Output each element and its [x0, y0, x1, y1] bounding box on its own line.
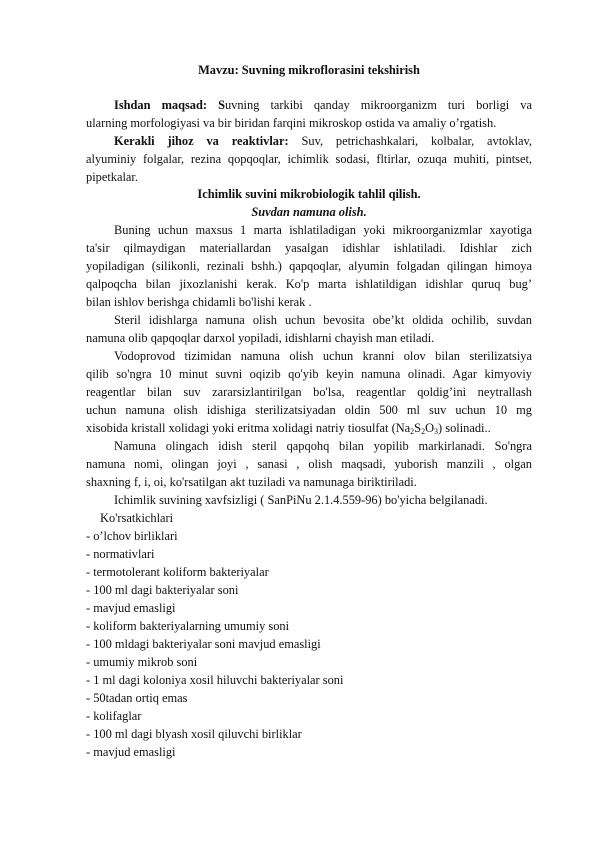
paragraph-1-line: Buning uchun maxsus 1 marta ishlatiladigan yoki mikroorganizmlar xayotiga — [114, 223, 532, 237]
list-item: - 1 ml dagi koloniya xosil hiluvchi bakteriyalar soni — [86, 673, 344, 687]
goal-label: Ishdan maqsad: S — [114, 98, 225, 112]
list-item: - o’lchov birliklari — [86, 529, 178, 543]
paragraph-4-line: shaxning f, i, oi, ko'rsatilgan akt tuziladi va namunaga biriktiriladi. — [86, 475, 417, 489]
paragraph-3-line: qilib so'ngra 10 minut suvni oqizib qo'yib keyin namuna olinadi. Agar kimyoviy — [86, 367, 532, 381]
equipment-line-3: pipetkalar. — [86, 170, 138, 184]
list-title: Ko'rsatkichlari — [100, 511, 174, 525]
paragraph-2-line: namuna olib qapqoqlar darxol yopiladi, idishlarni chayish man etiladi. — [86, 331, 435, 345]
equipment-text: Suv, petrichashkalari, kolbalar, avtoklav, — [288, 134, 532, 148]
paragraph-2-line: Steril idishlarga namuna olish uchun bevosita obe’kt oldida ochilib, suvdan — [114, 313, 532, 327]
paragraph-1-line: ta'sir qilmaydigan materiallardan yasalgan idishlar ishlatiladi. Idishlar zich — [86, 241, 532, 255]
paragraph-3-line: Vodoprovod tizimidan namuna olish uchun kranni olov bilan sterilizatsiya — [114, 349, 532, 363]
list-item: - 100 ml dagi bakteriyalar soni — [86, 583, 239, 597]
equipment-line-2: alyuminiy folgalar, rezina qopqoqlar, ichimlik sodasi, fltirlar, ozuqa muhiti, pintset, — [86, 152, 532, 166]
goal-line-1 — [114, 98, 532, 112]
paragraph-1-line: yopiladigan (silikonli, rezinali bshh.) qapqoqlar, alyumin folgadan qilingan himoya — [86, 259, 532, 273]
subscript: 2 — [421, 427, 426, 436]
paragraph-5: Ichimlik suvining xavfsizligi ( SanPiNu 2.1.4.559-96) bo'yicha belgilanadi. — [114, 493, 488, 507]
text-fragment: S — [414, 421, 422, 435]
text-fragment: xisobida kristall xolidagi yoki eritma xolidagi natriy tiosulfat (Na — [86, 421, 411, 435]
paragraph-1-line: bilan ishlov berishga chidamli bo'lishi kerak . — [86, 295, 312, 309]
goal-line-2: ularning morfologiyasi va bir biridan farqini mikroskop ostida va amaliy o’rgatish. — [86, 116, 497, 130]
paragraph-3-line: reagentlar bilan suv zararsizlantirilgan bo'lsa, reagentlar qoldig’ini neytrallash — [86, 385, 532, 399]
list-item: - mavjud emasligi — [86, 745, 176, 759]
list-item: - termotolerant koliform bakteriyalar — [86, 565, 269, 579]
list-item: - 100 mldagi bakteriyalar soni mavjud emasligi — [86, 637, 321, 651]
text-fragment: O — [425, 421, 435, 435]
list-item: - mavjud emasligi — [86, 601, 176, 615]
list-item: - 100 ml dagi blyash xosil qiluvchi birliklar — [86, 727, 302, 741]
list-item: - umumiy mikrob soni — [86, 655, 198, 669]
subscript: 3 — [434, 427, 439, 436]
paragraph-3-last-line — [86, 421, 532, 435]
paragraph-4-line: namuna nomi, olingan joyi , sanasi , olish maqsadi, yuborish manzili , olgan — [86, 457, 532, 471]
list-item: - 50tadan ortiq emas — [86, 691, 188, 705]
document-title: Mavzu: Suvning mikroflorasini tekshirish — [198, 63, 420, 77]
goal-text: uvning tarkibi qanday mikroorganizm turi borligi va — [224, 98, 532, 112]
paragraph-3-line: uchun namuna olish idishiga sterilizatsiyadan oldin 500 ml suv uchun 10 mg — [86, 403, 532, 417]
equipment-line-1 — [114, 134, 532, 148]
equipment-label: Kerakli jihoz va reaktivlar: — [114, 134, 289, 148]
paragraph-4-line: Namuna olingach idish steril qapqohq bilan yopilib markirlanadi. So'ngra — [114, 439, 532, 453]
text-fragment: ) solinadi.. — [438, 421, 491, 435]
list-item: - koliform bakteriyalarning umumiy soni — [86, 619, 290, 633]
section-heading: Ichimlik suvini mikrobiologik tahlil qilish. — [197, 187, 421, 201]
paragraph-1-line: qalpoqcha bilan jixozlanishi kerak. Ko'p marta ishlatildigan idishlar quruq bug’ — [86, 277, 532, 291]
subscript: 2 — [410, 427, 415, 436]
list-item: - normativlari — [86, 547, 155, 561]
section-subheading: Suvdan namuna olish. — [251, 205, 367, 219]
list-item: - kolifaglar — [86, 709, 142, 723]
